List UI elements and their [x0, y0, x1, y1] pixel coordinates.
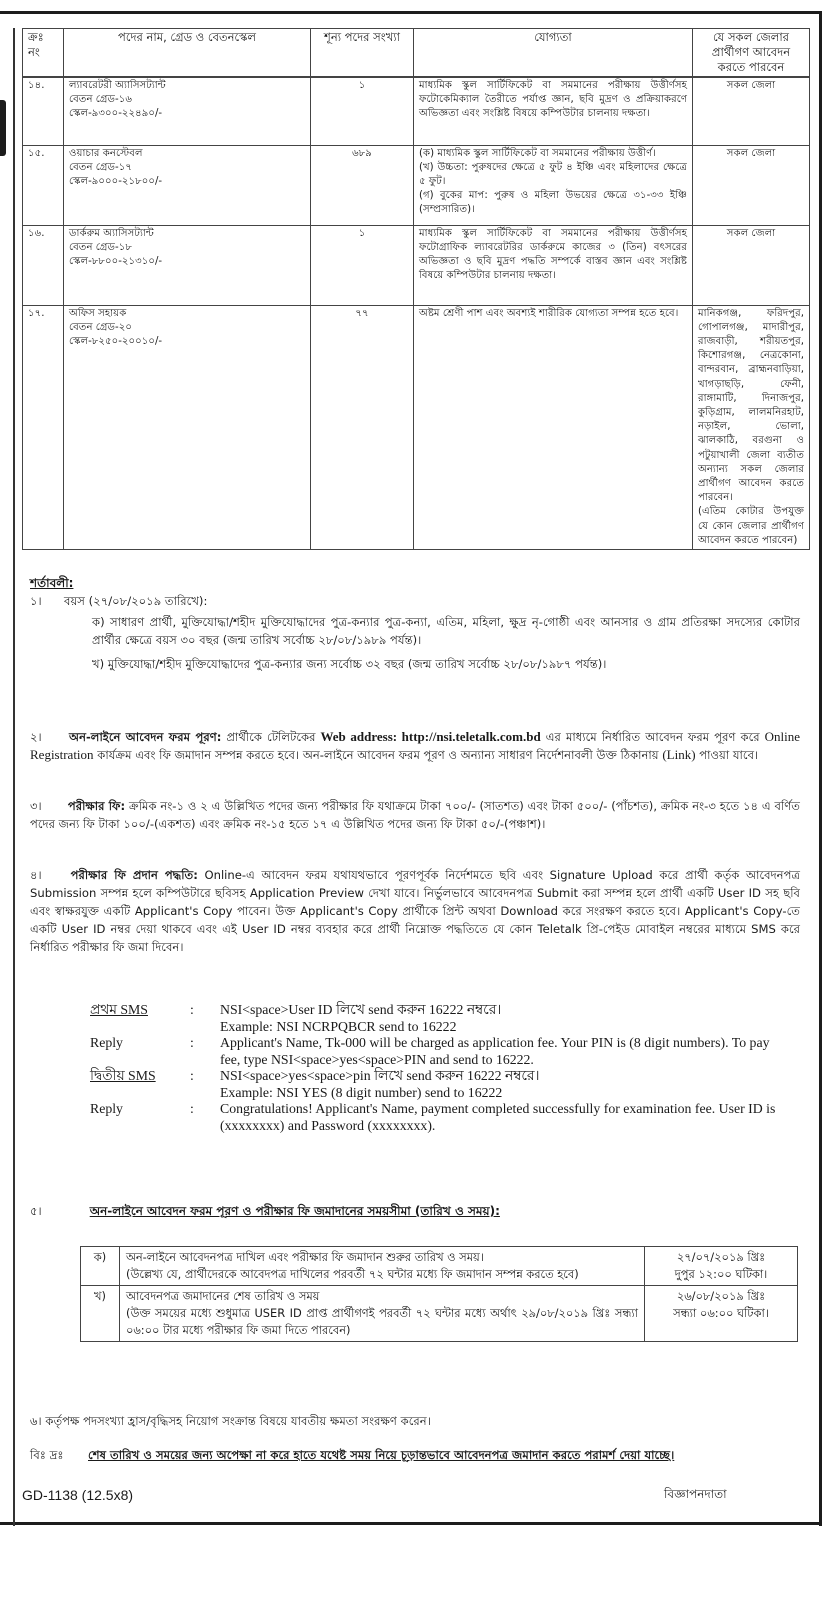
- table-row: [23, 305, 810, 549]
- row-districts: সকল জেলা: [693, 77, 810, 145]
- sms-row: [90, 1101, 790, 1134]
- qualification-line: মাধ্যমিক স্কুল সার্টিফিকেট বা সমমানের পরীক্ষায় উত্তীর্ণসহ ফটোকেমিক্যাল তৈরীতে পর্যাপ্ত জ্ঞান, ছবি মুদ্রণ ও প্রক্রিয়াকরণে অভিজ্ঞতা এবং সংশ্লিষ্ট বিষয়ে কম্পিউটার চালনায় দক্ষতা।: [419, 80, 687, 120]
- deadline-row: [81, 1286, 798, 1342]
- sms-line: Example: NSI YES (8 digit number) send to 16222: [220, 1084, 503, 1100]
- sms-text: [220, 1002, 790, 1035]
- post-name: ডার্করুম অ্যাসিসট্যান্ট: [69, 227, 154, 239]
- condition-number: ২।: [30, 730, 42, 744]
- post-scale: স্কেল-৮৮০০-২১৩১০/-: [69, 255, 163, 267]
- conditions-title: শর্তাবলী:: [30, 576, 74, 590]
- post-grade: বেতন গ্রেড-১৬: [69, 94, 132, 106]
- deadline-heading-row: [30, 1202, 800, 1220]
- link-text: (Link): [662, 747, 696, 762]
- table-header-row: [23, 29, 810, 78]
- sms-colon: :: [190, 1035, 194, 1050]
- row-districts: [693, 305, 810, 549]
- advertisement-code: GD-1138 (12.5x8): [22, 1487, 134, 1503]
- deadline-note: (উল্লেখ্য যে, প্রার্থীদেরকে আবেদপত্র দাখিলের পরবর্তী ৭২ ঘন্টার মধ্যে ফি জমাদান সম্পন্ন করতে হবে): [126, 1267, 579, 1281]
- web-address-link[interactable]: Web address: http://nsi.teletalk.com.bd: [320, 729, 541, 744]
- row-count: ১: [311, 225, 414, 305]
- qualification-line: (ক) মাধ্যমিক স্কুল সার্টিফিকেট বা সমমানের পরীক্ষায় উত্তীর্ণ।: [419, 147, 656, 159]
- row-count: ১: [311, 77, 414, 145]
- sms-line: NSI<space>User ID লিখে send করুন 16222 নম্বরে।: [220, 1002, 502, 1017]
- deadline-datetime: [645, 1247, 798, 1286]
- district-note: (এতিম কোটার উপযুক্ত যে কোন জেলার প্রার্থীগণ আবেদন করতে পারবেন): [698, 506, 804, 546]
- payment-head: পরীক্ষার ফি প্রদান পদ্ধতি:: [70, 868, 198, 882]
- row-serial: ১৭.: [23, 305, 64, 549]
- deadline-description: [120, 1247, 645, 1286]
- note-section: [30, 1446, 800, 1464]
- table-row: [23, 145, 810, 225]
- district-list: মানিকগঞ্জ, ফরিদপুর, গোপালগঞ্জ, মাদারীপুর, রাজবাড়ী, শরীয়তপুর, কিশোরগঞ্জ, নেত্রকোনা, বান্দরবান, ব্রাহ্মনবাড়িয়া, খাগড়াছড়ি, ফেনী, রাঙ্গামাটি, দিনাজপুর, কুড়িগ্রাম, লালমনিরহাট, নড়াইল, ভোলা, ঝালকাঠি, বরগুনা ও পটুয়াখালী জেলা ব্যতীত অন্যান্য সকল জেলার প্রার্থীগণ আবেদন করতে পারবেন।: [698, 307, 804, 504]
- header-qualification: যোগ্যতা: [414, 29, 693, 78]
- posts-table: [22, 28, 810, 550]
- post-grade: বেতন গ্রেড-১৭: [69, 161, 132, 173]
- post-grade: বেতন গ্রেড-১৮: [69, 241, 132, 253]
- deadline-date: ২৬/০৮/২০১৯ খ্রিঃ: [676, 1289, 766, 1303]
- online-registration-text: Online Registration: [30, 729, 801, 762]
- note-text: শেষ তারিখ ও সময়ের জন্য অপেক্ষা না করে হাতে যথেষ্ট সময় নিয়ে চূড়ান্তভাবে আবেদনপত্র জমাদান করতে পরামর্শ দেয়া যাচ্ছে।: [88, 1448, 675, 1462]
- row-qualification: [414, 145, 693, 225]
- sms-line: Congratulations! Applicant's Name, payment completed successfully for examination fee. User ID is (xxxxxxxx) and Password (xxxxxxxx).: [220, 1101, 776, 1133]
- qualification-line: মাধ্যমিক স্কুল সার্টিফিকেট বা সমমানের পরীক্ষায় উত্তীর্ণসহ ফটোগ্রাফিক ল্যাবরেটরির ডার্করুমে কাজের ৩ (তিন) বৎসরের অভিজ্ঞতা ও ছবি মুদ্রণ পদ্ধতি সম্পর্কে বাস্তব জ্ঞান এবং সংশ্লিষ্ট বিষয়ে কম্পিউটার চালনায় দক্ষতা।: [419, 227, 687, 282]
- sms-line: NSI<space>yes<space>pin লিখে send করুন 16222 নম্বরে।: [220, 1068, 540, 1083]
- row-qualification: [414, 305, 693, 549]
- frame-right-border: [819, 11, 822, 1526]
- post-name: ওয়াচার কনস্টেবল: [69, 147, 143, 159]
- condition-exam-fee: [30, 797, 800, 833]
- sms-colon: :: [190, 1068, 194, 1083]
- sms-row: [90, 1002, 790, 1035]
- row-qualification: [414, 77, 693, 145]
- row-qualification: [414, 225, 693, 305]
- sms-line: Applicant's Name, Tk-000 will be charged as application fee. Your PIN is (8 digit numbers). To pay fee, type NSI<space>yes<space>PIN and send to 16222.: [220, 1035, 770, 1067]
- sms-row: [90, 1068, 790, 1101]
- sms-text: [220, 1068, 790, 1101]
- row-count: ৬৮৯: [311, 145, 414, 225]
- table-row: [23, 77, 810, 145]
- condition-number: ১।: [30, 594, 42, 608]
- post-grade: বেতন গ্রেড-২০: [69, 321, 132, 333]
- post-scale: স্কেল-৯০০০-২১৮০০/-: [69, 175, 163, 187]
- sms-label: Reply: [90, 1101, 123, 1116]
- page-edge-tab: [0, 100, 6, 156]
- post-name: অফিস সহায়ক: [69, 307, 127, 319]
- post-scale: স্কেল-৮২৫০-২০০১০/-: [69, 335, 163, 347]
- fee-text: ক্রমিক নং-১ ও ২ এ উল্লিখিত পদের জন্য পরীক্ষার ফি যথাক্রমে টাকা ৭০০/- (সাতশত) এবং টাকা ৫০০/- (পাঁচশত), ক্রমিক নং-৩ হতে ১৪ এ বর্ণিত পদের জন্য ফি টাকা ১০০/-(একশত) এবং ক্রমিক নং-১৫ হতে ১৭ এ উল্লিখিত পদের জন্য ফি টাকা ৫০/-(পঞ্চাশ)।: [30, 799, 800, 831]
- deadline-datetime: [645, 1286, 798, 1342]
- advertiser-label: বিজ্ঞাপনদাতা: [664, 1487, 727, 1501]
- sms-label: প্রথম SMS: [90, 1002, 148, 1017]
- row-serial: ১৬.: [23, 225, 64, 305]
- condition-number: ৩।: [30, 799, 42, 813]
- deadline-row: [81, 1247, 798, 1286]
- header-vacancy-count: শূন্য পদের সংখ্যা: [311, 29, 414, 78]
- deadline-note: (উক্ত সময়ের মধ্যে শুধুমাত্র USER ID প্রাপ্ত প্রার্থীগণই পরবর্তী ৭২ ঘন্টার মধ্যে অর্থাৎ ২৯/০৮/২০১৯ খ্রিঃ সন্ধ্যা ০৬:০০ টার মধ্যে পরীক্ষার ফি জমা দিতে পারবেন): [126, 1306, 638, 1337]
- age-heading-text: বয়স (২৭/০৮/২০১৯ তারিখে):: [64, 594, 208, 608]
- row-serial: ১৪.: [23, 77, 64, 145]
- row-post: [64, 77, 311, 145]
- online-text-2: এর মাধ্যমে নির্ধারিত আবেদন ফরম পূরণ করে: [545, 730, 760, 744]
- row-post: [64, 225, 311, 305]
- payment-text: Online-এ আবেদন ফরম যথাযথভাবে পূরণপূর্বক নির্দেশমতে ছবি এবং Signature Upload করে প্রার্থী কর্তৃক আবেদনপত্র Submission সম্পন্ন হলে কম্পিউটারে ছবিসহ Application Preview দেখা যাবে। নির্ভুলভাবে আবেদনপত্র Submit করা সম্পন্ন হলে প্রার্থী একটি User ID সহ ছবি এবং স্বাক্ষরযুক্ত একটি Applicant's Copy পাবেন। উক্ত Applicant's Copy প্রার্থীকে প্রিন্ট অথবা Download করে সংরক্ষণ করতে হবে। Applicant's Copy-তে একটি User ID নম্বর দেয়া থাকবে এবং এই User ID নম্বর ব্যবহার করে প্রার্থী নিম্নোক্ত পদ্ধতিতে যে কোন Teletalk প্রি-পেইড মোবাইল নম্বরের মাধ্যমে SMS করে নির্ধারিত পরীক্ষার ফি জমা দিবেন।: [30, 868, 800, 954]
- age-clause-ka: ক) সাধারণ প্রার্থী, মুক্তিযোদ্ধা/শহীদ মুক্তিযোদ্ধাদের পুত্র-কন্যার পুত্র-কন্যা, এতিম, মহিলা, ক্ষুদ্র নৃ-গোষ্ঠী এবং আনসার ও গ্রাম প্রতিরক্ষা সদস্যের কোটার প্রার্থীর ক্ষেত্রে বয়স ৩০ বছর (জন্ম তারিখ সর্বোচ্চ ২৮/০৮/১৯৮৯ পর্যন্ত)।: [92, 615, 800, 647]
- sms-text: [220, 1101, 790, 1134]
- online-text-1: প্রার্থীকে টেলিটকের: [226, 730, 316, 744]
- sms-text: [220, 1035, 790, 1068]
- qualification-line: (খ) উচ্চতা: পুরুষদের ক্ষেত্রে ৫ ফুট ৪ ইঞ্চি এবং মহিলাদের ক্ষেত্রে ৫ ফুট।: [419, 161, 687, 187]
- condition-payment-method: [30, 866, 800, 956]
- deadline-table: [80, 1246, 798, 1342]
- deadline-text: আবেদনপত্র জমাদানের শেষ তারিখ ও সময়: [126, 1289, 320, 1303]
- deadline-text: অন-লাইনে আবেদনপত্র দাখিল এবং পরীক্ষার ফি জমাদান শুরুর তারিখ ও সময়।: [126, 1250, 484, 1264]
- age-clause-kha: খ) মুক্তিযোদ্ধা/শহীদ মুক্তিযোদ্ধাদের পুত্র-কন্যার জন্য সর্বোচ্চ ৩২ বছর (জন্ম তারিখ সর্বোচ্চ ২৮/০৮/১৯৮৭ পর্যন্ত)।: [92, 657, 607, 671]
- sms-label: দ্বিতীয় SMS: [90, 1068, 156, 1083]
- deadline-key: খ): [81, 1286, 120, 1342]
- online-head: অন-লাইনে আবেদন ফরম পূরণ:: [69, 730, 222, 744]
- post-name: ল্যাবরেটরী অ্যাসিসট্যান্ট: [69, 80, 166, 91]
- online-text-3: কার্যক্রম এবং ফি জমাদান সম্পন্ন করতে হবে। অন-লাইনে আবেদন ফরম পূরণ ও অন্যান্য সাধারণ নির্দেশনাবলী উক্ত ঠিকানায়: [97, 748, 659, 762]
- post-scale: স্কেল-৯৩০০-২২৪৯০/-: [69, 108, 163, 120]
- row-districts: সকল জেলা: [693, 225, 810, 305]
- condition-age-heading: [30, 592, 800, 610]
- qualification-line: অষ্টম শ্রেণী পাশ এবং অবশ্যই শারীরিক যোগ্যতা সম্পন্ন হতে হবে।: [419, 307, 679, 319]
- row-count: ৭৭: [311, 305, 414, 549]
- sms-instructions: [90, 1002, 790, 1134]
- deadline-date: ২৭/০৭/২০১৯ খ্রিঃ: [676, 1250, 766, 1264]
- deadline-heading: অন-লাইনে আবেদন ফরম পূরণ ও পরীক্ষার ফি জমাদানের সময়সীমা (তারিখ ও সময়):: [89, 1204, 500, 1218]
- online-text-4: পাওয়া যাবে।: [699, 748, 759, 762]
- row-serial: ১৫.: [23, 145, 64, 225]
- condition-online-form: [30, 728, 800, 764]
- frame-left-border: [13, 28, 15, 1526]
- sms-label: Reply: [90, 1035, 123, 1050]
- header-post-name: পদের নাম, গ্রেড ও বেতনস্কেল: [64, 29, 311, 78]
- header-districts: যে সকল জেলার প্রার্থীগণ আবেদন করতে পারবেন: [693, 29, 810, 78]
- table-row: [23, 225, 810, 305]
- conditions-section: [30, 574, 800, 673]
- fee-head: পরীক্ষার ফি:: [67, 799, 126, 813]
- sms-colon: :: [190, 1101, 194, 1116]
- condition-number: ৪।: [30, 868, 42, 882]
- frame-top-border: [0, 11, 822, 14]
- deadline-description: [120, 1286, 645, 1342]
- note-label: বিঃ দ্রঃ: [30, 1448, 64, 1462]
- deadline-time: দুপুর ১২:০০ ঘটিকা।: [674, 1267, 768, 1281]
- row-districts: সকল জেলা: [693, 145, 810, 225]
- deadline-time: সন্ধ্যা ০৬:০০ ঘটিকা।: [673, 1306, 769, 1320]
- authority-clause: ৬। কর্তৃপক্ষ পদসংখ্যা হ্রাস/বৃদ্ধিসহ নিয়োগ সংক্রান্ত বিষয়ে যাবতীয় ক্ষমতা সংরক্ষণ করেন।: [30, 1414, 431, 1428]
- qualification-line: (গ) বুকের মাপ: পুরুষ ও মহিলা উভয়ের ক্ষেত্রে ৩১-৩৩ ইঞ্চি (সম্প্রসারিত)।: [419, 190, 687, 216]
- condition-number: ৫।: [30, 1204, 42, 1218]
- header-serial: ক্রঃ নং: [23, 29, 64, 78]
- sms-line: Example: NSI NCRPQBCR send to 16222: [220, 1018, 457, 1034]
- row-post: [64, 305, 311, 549]
- row-post: [64, 145, 311, 225]
- deadline-key: ক): [81, 1247, 120, 1286]
- sms-colon: :: [190, 1002, 194, 1017]
- sms-row: [90, 1035, 790, 1068]
- frame-bottom-border: [0, 1522, 822, 1525]
